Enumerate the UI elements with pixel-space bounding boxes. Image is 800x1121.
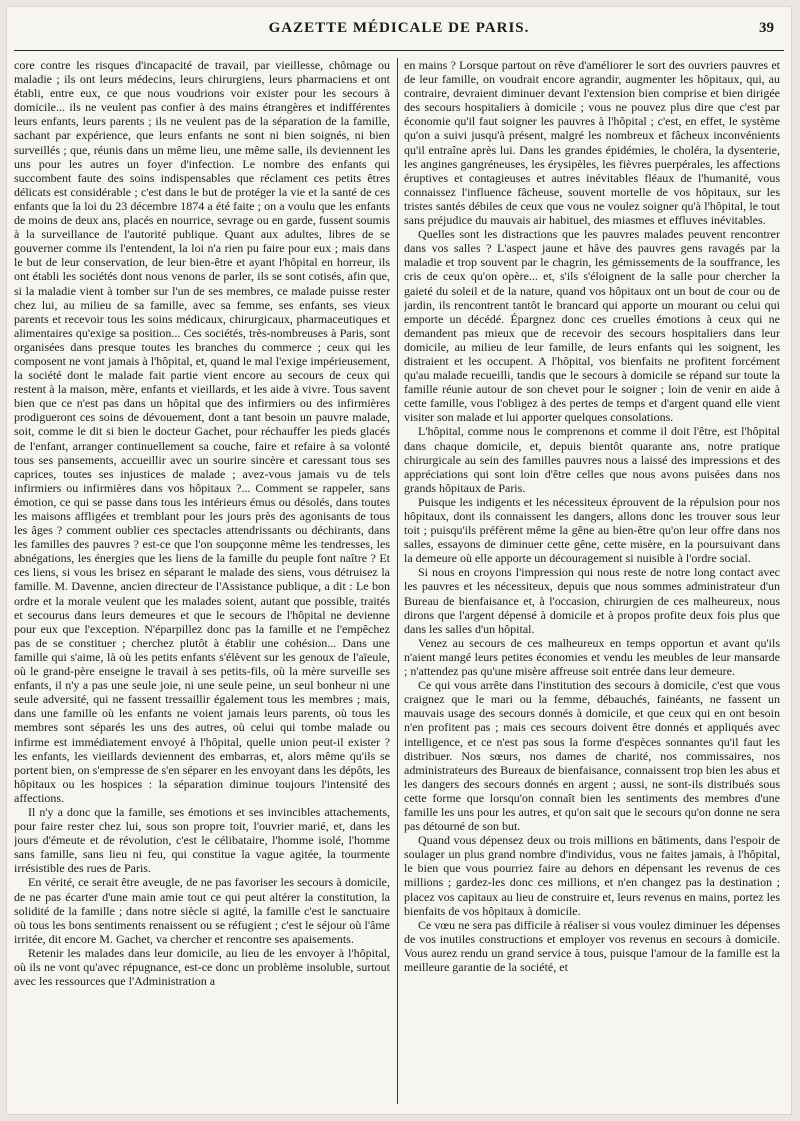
paragraph: core contre les risques d'incapacité de travail, par vieillesse, chômage ou maladie ; ils ont leurs médecins, leurs chirurgiens, leurs pharmaciens et ont établi, entre eux, ce que nous voudrions voir exister pour les secours à domicile... ils ne veulent pas confier à des mains étrangères et indifférentes leurs enfants, leurs parents ; ils ne veulent pas de la séparation de la famille, sachant par expérience, que leurs enfants ne sont ni bien soignés, ni bien surveillés ; que, réunis dans un même lieu, une même salle, ils deviennent les uns pour les autres un foyer d'infection. Le nombre des enfants qui succombent faute des soins indispensables que réclament ces petits êtres délicats est considérable ; c'est dans le but de protéger la vie et la santé de ces enfants que la loi du 23 décembre 1874 a été faite ; on a voulu que les enfants de moins de deux ans, placés en nourrice, sevrage ou en garde, fussent soumis à la surveillance de l'autorité publique. Quant aux adultes, libres de se gouverner comme ils l'entendent, la loi n'a rien pu faire pour eux ; mais dans le but de leur conservation, de leur bien-être et ayant l'hôpital en horreur, ils ont établi les sociétés dont nous venons de parler, ils se sont cotisés, afin que, si la maladie vient à tomber sur l'un de ses membres, ce malade puisse rester chez lui, au milieu de sa famille, avec sa femme, ses enfants, ses vieux parents et recevoir tous les soins médicaux, chirurgicaux, pharmaceutiques et alimentaires qu'exige sa position... Ces sociétés, très-nombreuses à Paris, sont organisées dans presque toutes les branches du commerce ; ceux qui les composent ne vont jamais à l'hôpital, et, quand le mal l'exige impérieusement, la société dont le malade fait partie vient encore au secours de ceux qui restent à la maison, mère, enfants et vieillards, et les aide à vivre. Tous savent bien que ce n'est pas dans un hôpital que des infirmiers ou des infirmières prodigueront ces soins de dévouement, dont a tant besoin un pauvre malade, soit, comme le dit si bien le docteur Gachet, pour réchauffer les pieds glacés de l'enfant, arranger continuellement sa couche, faire et refaire à sa volonté tous ses pansements, accueillir avec un sourire sincère et caressant tous ses caprices, toutes ses injustices de malade ; avez-vous jamais vu de tels infirmiers ou infirmières dans vos hôpitaux ?... Comment se rappeler, sans émotion, ce qui se passe dans tous les intérieurs émus ou désolés, dans toutes les maisons affligées et tremblant pour les jours près des agonisants de tous les âges ? comment oublier ces spectacles attendrissants ou déchirants, dans les familles des pauvres ? est-ce que l'on soupçonne même les tendresses, les abnégations, les énergies que les liens de la famille du peuple font naître ? Et ces liens, si vous les brisez en séparant le malade des siens, vous détruisez la famille. M. Davenne, ancien directeur de l'Assistance publique, a dit : Le bon ordre et la morale veulent que les malades soient, autant que possible, traités et secourus dans leurs demeures et que le secours de l'hôpital ne devienne pour eux que l'exception. N'éparpillez donc pas la famille et ne l'empêchez pas de se constituer ; cherchez plutôt à établir une cohésion... Dans une famille qui s'aime, là où les petits enfants s'élèvent sur les genoux de l'aïeule, où le grand-père enseigne le travail à ses petits-fils, où la mère surveille ses enfants, il n'y a pas une seule joie, ni une seule peine, un seul bonheur ni une seule adversité, qui ne fassent tressaillir également tous les membres ; mais, dans une famille où les enfants ne voient jamais leurs parents, où tous les membres sont séparés les uns des autres, où celui qui tombe malade ou infirme est immédiatement envoyé à l'hôpital, quelle union peut-il exister ? les enfants, les vieillards deviennent des embarras, et, alors même qu'ils se portent bien, on s'empresse de s'en séparer en les envoyant dans les dépôts, les hôpitaux ou les hospices : la séparation diminue toujours l'intensité des affections. [14,58,390,805]
left-column [14,58,390,1108]
paragraph: Si nous en croyons l'impression qui nous reste de notre long contact avec les pauvres et les nécessiteux, depuis que nous sommes administrateur d'un Bureau de bienfaisance et, à l'occasion, chirurgien de ces malheureux, nous dirons que l'argent dépensé à domicile et à propos profite deux fois plus que dans les salles d'un hôpital. [404,565,780,636]
journal-title: GAZETTE MÉDICALE DE PARIS. [268,20,530,36]
paragraph: Quand vous dépensez deux ou trois millions en bâtiments, dans l'espoir de soulager un plus grand nombre d'individus, vous ne faites jamais, à l'hôpital, le bien que vous pourriez faire au dehors en dépensant les revenus de ces millions ; gardez-les donc ces millions, et n'en changez pas la destination ; placez vos capitaux au lieu de construire et, leurs revenus en mains, portez les bienfaits de vos hôpitaux à domicile. [404,833,780,918]
paragraph: en mains ? Lorsque partout on rêve d'améliorer le sort des ouvriers pauvres et de leur famille, on voudrait encore agrandir, augmenter les hôpitaux, qui, au contraire, devraient diminuer devant l'extension bien comprise et bien dirigée des secours hospitaliers à domicile ; vous ne pouvez plus dire que c'est par économie qu'il faut soigner les pauvres à l'hôpital ; c'est, en effet, le système qu'on a suivi jusqu'à présent, malgré les nombreux et fâcheux inconvénients qu'il entraîne après lui. Dans les grandes épidémies, le choléra, la dysenterie, les angines gangréneuses, les érysipèles, les fièvres puerpérales, les affections éruptives et contagieuses et autres inévitables fléaux de l'humanité, vous connaissez l'influence fâcheuse, souvent mortelle de vos hôpitaux, sur les tristes santés débiles de ceux que vous ne voulez soigner qu'à l'hôpital, le tout sans préjudice du mauvais air habituel, des miasmes et effluves inévitables. [404,58,780,228]
paragraph: L'hôpital, comme nous le comprenons et comme il doit l'être, est l'hôpital dans chaque domicile, et, depuis bientôt quarante ans, notre pratique chirurgicale au sein des familles pauvres nous a laissé des impressions et des appréciations qui sont loin d'être celles que nous avons puisées dans nos grands hôpitaux de Paris. [404,424,780,495]
paragraph: Il n'y a donc que la famille, ses émotions et ses invincibles attachements, pour faire rester chez lui, sous son propre toit, l'ouvrier marié, et, dans les jours d'émeute et de révolution, c'est le célibataire, l'homme isolé, l'homme sans famille, sans lieu ni feu, qui constitue la vague agitée, la tourmente irrésistible des rues de Paris. [14,804,390,876]
column-divider [397,58,398,1104]
header-rule [14,50,784,51]
page-number: 39 [759,20,774,36]
paragraph: Puisque les indigents et les nécessiteux éprouvent de la répulsion pour nos hôpitaux, dont ils connaissent les dangers, allons donc les trouver sous leur toit ; puisqu'ils préfèrent même la gêne au bien-être qu'on leur offre dans nos salles, essayons de diminuer cette gêne, cette misère, en la poursuivant dans la demeure où elle apporte un découragement si nuisible à l'ordre social. [404,494,780,566]
paragraph: Venez au secours de ces malheureux en temps opportun et avant qu'ils n'aient mangé leurs petites économies et vendu les meubles de leur mansarde ; n'attendez pas qu'une misère affreuse soit entrée dans leur demeure. [404,635,780,679]
paragraph: En vérité, ce serait être aveugle, de ne pas favoriser les secours à domicile, de ne pas écarter d'une main amie tout ce qui peut altérer la constitution, la solidité de la famille ; dans notre siècle si agité, la famille c'est le sanctuaire où tous les bons sentiments renaissent ou se réfugient ; c'est le séjour où l'âme irritée, dit encore M. Gachet, va chercher et rencontre ses apaisements. [14,875,390,946]
newspaper-page [6,6,792,1115]
paragraph: Quelles sont les distractions que les pauvres malades peuvent rencontrer dans vos salles ? L'aspect jaune et hâve des pauvres gens ravagés par la maladie et trop souvent par le chagrin, les gémissements de la souffrance, les cris de ceux qu'on opère... et, s'ils s'éloignent de la salle pour chercher la gaieté du soleil et de la nature, quand vos hôpitaux ont un bout de cour ou de jardin, ils rencontrent tantôt le brancard qui apporte un mourant ou celui qui emporte un décédé. Épargnez donc ces cruelles émotions à ceux qui ne demandent pas mieux que de recevoir des secours hospitaliers dans leur domicile, au milieu de leur famille, de leurs enfants qui les soignent, les distraient et les occupent. A l'hôpital, vos bienfaits ne profitent forcément qu'au malade recueilli, tandis que le secours à domicile se répand sur toute la famille réunie autour de son chevet pour le soigner ; loin de venir en aide à cette famille, vous l'obligez à des pertes de temps et d'argent quand elle vient visiter son malade et lui apporter quelques consolations. [404,227,780,425]
paragraph: Ce qui vous arrête dans l'institution des secours à domicile, c'est que vous craignez que le mari ou la femme, débauchés, fainéants, ne fassent un mauvais usage des secours donnés à domicile, et que ceux qui en ont besoin n'en profitent pas ; mais ces secours doivent être donnés et appliqués avec intelligence, et ce n'est pas sous la forme d'espèces sonnantes qu'il faut les distribuer. Nos sœurs, nos dames de charité, nos commissaires, nos administrateurs des Bureaux de bienfaisance, connaissent trop bien les abus et les dangers des secours donnés en argent ; aussi, ne sont-ils distribués sous cette forme que lorsqu'on connaît bien les sentiments des membres d'une famille les uns pour les autres, et qu'on sait que le secours qu'on donne ne sera pas détourné de son but. [404,678,780,834]
right-column [404,58,780,1108]
page-header [6,20,792,46]
paragraph: Ce vœu ne sera pas difficile à réaliser si vous voulez diminuer les dépenses de vos inutiles constructions et employer vos revenus en secours à domicile. Vous aurez rendu un grand service à tous, puisque l'amour de la famille est la meilleure garantie de la société, et [404,917,780,974]
paragraph: Retenir les malades dans leur domicile, au lieu de les envoyer à l'hôpital, où ils ne vont qu'avec répugnance, est-ce donc un problème insoluble, surtout avec les ressources que l'Administration a [14,945,390,989]
